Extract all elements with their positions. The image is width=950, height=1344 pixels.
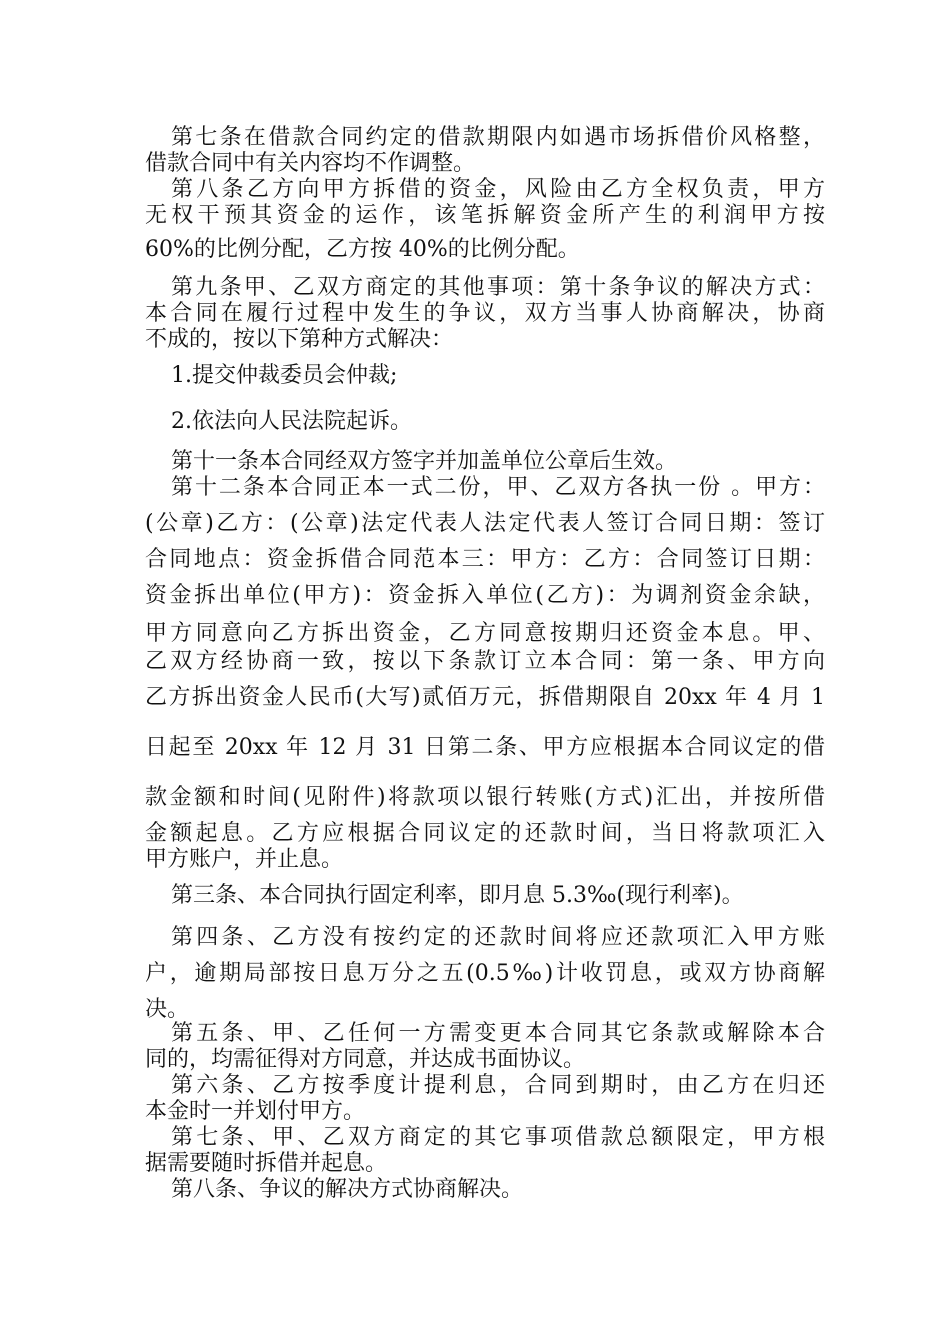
- text-line: 第十二条本合同正本一式二份，甲、乙双方各执一份 。甲方：: [171, 475, 825, 500]
- text-line: 合同地点：资金拆借合同范本三：甲方：乙方：合同签订日期：: [145, 547, 825, 572]
- text-line: 第八条、争议的解决方式协商解决。: [171, 1177, 524, 1202]
- text-line: 乙方拆出资金人民币(大写)贰佰万元，拆借期限自 20xx 年 4 月 1: [145, 685, 825, 710]
- text-line: 第九条甲、乙双方商定的其他事项：第十条争议的解决方式：: [171, 275, 825, 300]
- text-line: 第六条、乙方按季度计提利息，合同到期时，由乙方在归还: [171, 1073, 825, 1098]
- text-line: 据需要随时拆借并起息。: [145, 1151, 388, 1176]
- text-line: 甲方同意向乙方拆出资金，乙方同意按期归还资金本息。甲、: [145, 621, 825, 646]
- text-line: 第十一条本合同经双方签字并加盖单位公章后生效。: [171, 449, 678, 474]
- text-line: 款金额和时间(见附件)将款项以银行转账(方式)汇出，并按所借: [145, 785, 825, 810]
- text-line: 决。: [145, 997, 190, 1022]
- text-line: 日起至 20xx 年 12 月 31 日第二条、甲方应根据本合同议定的借: [145, 735, 825, 760]
- text-line: 第五条、甲、乙任何一方需变更本合同其它条款或解除本合: [171, 1021, 825, 1046]
- text-line: 甲方账户，并止息。: [145, 847, 344, 872]
- text-line: 无权干预其资金的运作，该笔拆解资金所产生的利润甲方按: [145, 203, 825, 228]
- text-line: 第八条乙方向甲方拆借的资金，风险由乙方全权负责，甲方: [171, 177, 825, 202]
- text-line: 不成的，按以下第种方式解决：: [145, 327, 454, 352]
- text-line: 60%的比例分配，乙方按 40%的比例分配。: [145, 237, 580, 262]
- text-line: 本金时一并划付甲方。: [145, 1099, 366, 1124]
- text-line: 同的，均需征得对方同意，并达成书面协议。: [145, 1047, 586, 1072]
- text-line: 第三条、本合同执行固定利率，即月息 5.3‰(现行利率)。: [171, 883, 744, 908]
- text-line: 第七条在借款合同约定的借款期限内如遇市场拆借价风格整，: [171, 125, 825, 150]
- text-line: 1.提交仲裁委员会仲裁;: [171, 363, 398, 388]
- text-line: 金额起息。乙方应根据合同议定的还款时间，当日将款项汇入: [145, 821, 825, 846]
- text-line: 乙双方经协商一致，按以下条款订立本合同：第一条、甲方向: [145, 649, 825, 674]
- text-line: 第七条、甲、乙双方商定的其它事项借款总额限定，甲方根: [171, 1125, 825, 1150]
- text-line: (公章)乙方：(公章)法定代表人法定代表人签订合同日期：签订: [145, 511, 825, 536]
- text-line: 第四条、乙方没有按约定的还款时间将应还款项汇入甲方账: [171, 925, 825, 950]
- text-line: 2.依法向人民法院起诉。: [171, 409, 412, 434]
- text-line: 借款合同中有关内容均不作调整。: [145, 151, 476, 176]
- text-line: 户，逾期局部按日息万分之五(0.5‰)计收罚息，或双方协商解: [145, 961, 825, 986]
- text-line: 本合同在履行过程中发生的争议，双方当事人协商解决，协商: [145, 301, 825, 326]
- text-line: 资金拆出单位(甲方)：资金拆入单位(乙方)：为调剂资金余缺，: [145, 583, 825, 608]
